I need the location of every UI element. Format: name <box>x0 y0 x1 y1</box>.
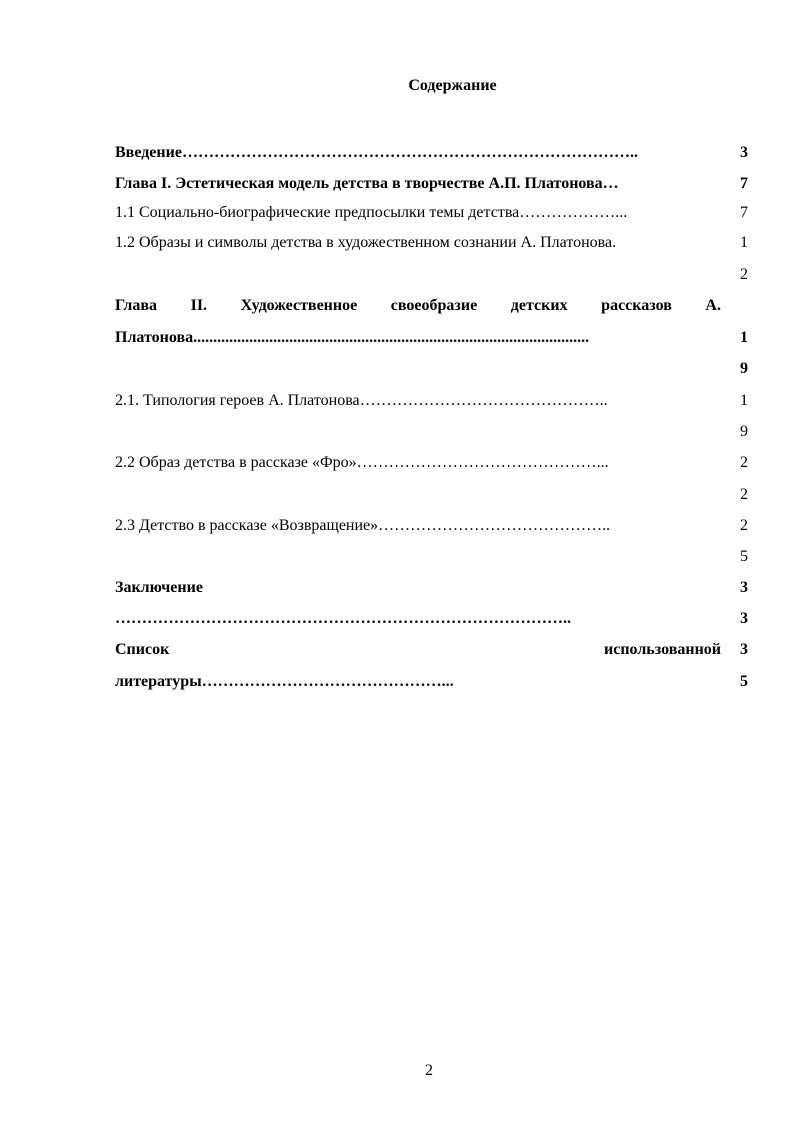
toc-page-number: 1 <box>740 392 748 409</box>
toc-page-number: 2 <box>740 486 748 503</box>
toc-entry-label: 2.1. Типология героев А. Платонова……………………………………….. <box>115 392 608 409</box>
toc-page-number: 3 <box>740 144 748 161</box>
toc-page-number: 1 <box>740 329 748 346</box>
toc-title: Содержание <box>408 77 497 94</box>
page-number: 2 <box>425 1062 433 1079</box>
toc-page-number: 7 <box>740 175 748 192</box>
toc-entry-label: 1.2 Образы и символы детства в художественном сознании А. Платонова. <box>115 234 617 251</box>
toc-entry-label: Платонова................................................................................................... <box>115 329 590 346</box>
toc-page-number: 3 <box>740 610 748 627</box>
toc-page-number: 2 <box>740 266 748 283</box>
toc-entry-dots: ………………………………………………………………………….. <box>115 610 571 627</box>
toc-page-number: 7 <box>740 204 748 221</box>
toc-entry-label: 2.3 Детство в рассказе «Возвращение»…………………………………….. <box>115 517 611 534</box>
toc-word: А. <box>705 297 721 314</box>
toc-page-number: 1 <box>740 234 748 251</box>
toc-word: II. <box>190 297 208 314</box>
toc-word: своеобразие <box>390 297 478 314</box>
toc-word: Глава <box>115 297 157 314</box>
toc-page-number: 3 <box>740 579 748 596</box>
toc-page-number: 5 <box>740 548 748 565</box>
toc-word: Художественное <box>240 297 358 314</box>
toc-page-number: 9 <box>740 423 748 440</box>
toc-entry-label: 2.2 Образ детства в рассказе «Фро»………………………………………... <box>115 454 609 471</box>
toc-entry-label: Глава I. Эстетическая модель детства в творчестве А.П. Платонова… <box>115 175 619 192</box>
toc-word: детских <box>510 297 568 314</box>
toc-entry-label: Заключение <box>115 579 203 596</box>
toc-entry-label: 1.1 Социально-биографические предпосылки темы детства………………... <box>115 204 628 221</box>
toc-page-number: 5 <box>740 673 748 690</box>
toc-page-number: 3 <box>740 641 748 658</box>
toc-word: Список <box>115 641 170 658</box>
toc-entry-label <box>115 639 721 661</box>
toc-word: рассказов <box>601 297 672 314</box>
toc-page-number: 2 <box>740 454 748 471</box>
toc-word: использованной <box>604 641 721 658</box>
toc-entry-label: Введение………………………………………………………………………….. <box>115 144 638 161</box>
toc-page-number: 9 <box>740 360 748 377</box>
toc-page-number: 2 <box>740 517 748 534</box>
toc-entry-label: литературы………………………………………... <box>115 673 454 690</box>
toc-entry-label <box>115 295 721 317</box>
